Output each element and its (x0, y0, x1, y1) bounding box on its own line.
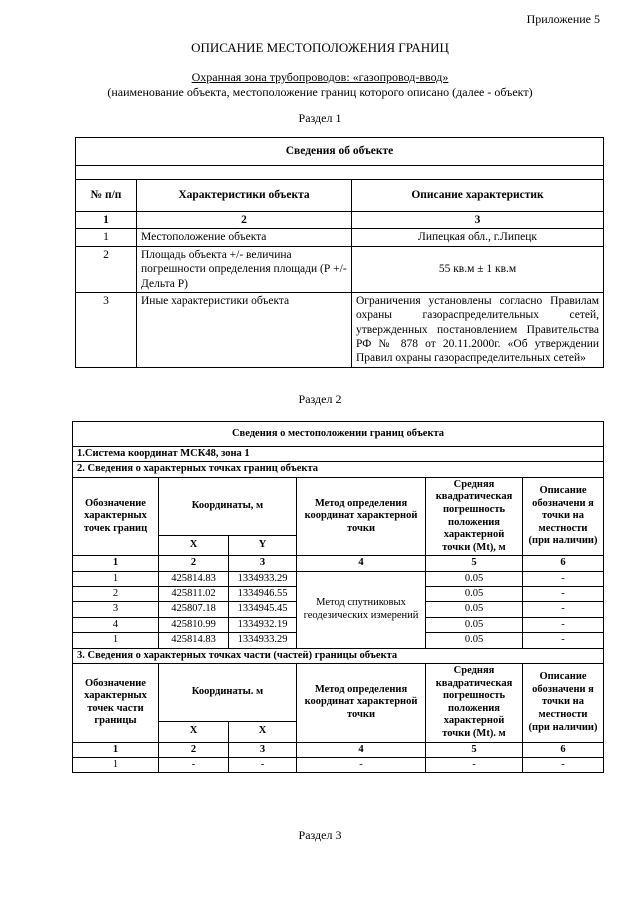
characteristic-value: 55 кв.м ± 1 кв.м (352, 246, 604, 292)
header-x: X (159, 535, 229, 556)
point-number: 4 (73, 617, 159, 632)
annex-label: Приложение 5 (526, 12, 600, 26)
part-point-error: - (426, 757, 523, 772)
section-1-label: Раздел 1 (298, 111, 342, 125)
col-number: 2 (159, 556, 229, 571)
points-section-title: 2. Сведения о характерных точках границ объекта (73, 462, 604, 477)
point-x: 425807.18 (159, 602, 229, 617)
col-number: 5 (426, 556, 523, 571)
spacer-row (76, 166, 604, 180)
coord-system: 1.Система координат МСК48, зона 1 (73, 447, 604, 462)
object-info-table (75, 137, 604, 368)
col-number: 4 (297, 742, 426, 757)
object-info-title: Сведения об объекте (76, 138, 604, 166)
point-y: 1334933.29 (229, 571, 297, 586)
boundary-info-table (72, 421, 604, 773)
row-number: 3 (76, 292, 137, 367)
characteristic-value: Ограничения установлены согласно Правилам охраны газораспределительных сетей, утвержденных постановлением Правительства РФ № 878 от 20.11.2000г. «Об утверждении Правил охраны газораспределительных сетей» (352, 292, 604, 367)
row-number: 2 (76, 246, 137, 292)
part-point-number: 1 (73, 757, 159, 772)
col-header-number: № п/п (76, 180, 137, 212)
point-y: 1334932.19 (229, 617, 297, 632)
point-y: 1334933.29 (229, 633, 297, 648)
table-row (76, 229, 604, 246)
col-number: 5 (426, 742, 523, 757)
section-2-label: Раздел 2 (298, 392, 342, 406)
header-error: Средняя квадратическая погрешность положения характерной точки (Mt), м (426, 477, 523, 556)
point-desc: - (523, 571, 604, 586)
section-3-label: Раздел 3 (298, 828, 342, 842)
col-header-characteristic: Характеристики объекта (137, 180, 352, 212)
col-number: 1 (73, 742, 159, 757)
header-part-method: Метод определения координат характерной точки (297, 663, 426, 742)
table-row (73, 571, 604, 586)
characteristic-value: Липецкая обл., г.Липецк (352, 229, 604, 246)
characteristic-name: Площадь объекта +/- величина погрешности определения площади (Р +/- Дельта Р) (137, 246, 352, 292)
point-error: 0.05 (426, 617, 523, 632)
point-x: 425810.99 (159, 617, 229, 632)
point-desc: - (523, 587, 604, 602)
point-x: 425814.83 (159, 633, 229, 648)
point-number: 3 (73, 602, 159, 617)
col-number: 1 (73, 556, 159, 571)
header-y: Y (229, 535, 297, 556)
part-point-x: - (159, 757, 229, 772)
point-number: 1 (73, 633, 159, 648)
header-part-coords: Координаты. м (159, 663, 297, 721)
table-row (76, 292, 604, 367)
point-desc: - (523, 633, 604, 648)
col-number: 3 (229, 556, 297, 571)
document-title: ОПИСАНИЕ МЕСТОПОЛОЖЕНИЯ ГРАНИЦ (191, 40, 449, 55)
part-point-desc: - (523, 757, 604, 772)
row-number: 1 (76, 229, 137, 246)
point-error: 0.05 (426, 587, 523, 602)
header-method: Метод определения координат характерной точки (297, 477, 426, 556)
characteristic-name: Местоположение объекта (137, 229, 352, 246)
col-number: 6 (523, 556, 604, 571)
col-number: 1 (76, 212, 137, 229)
object-caption: (наименование объекта, местоположение границ которого описано (далее - объект) (107, 85, 533, 99)
point-y: 1334945.45 (229, 602, 297, 617)
point-error: 0.05 (426, 571, 523, 586)
col-number: 4 (297, 556, 426, 571)
part-point-y: - (229, 757, 297, 772)
header-part-desc: Описание обозначени я точки на местности (при наличии) (523, 663, 604, 742)
header-part-error: Средняя квадратическая погрешность положения характерной точки (Mt). м (426, 663, 523, 742)
header-part-point: Обозначение характерных точек части границы (73, 663, 159, 742)
col-header-description: Описание характеристик (352, 180, 604, 212)
point-number: 1 (73, 571, 159, 586)
point-y: 1334946.55 (229, 587, 297, 602)
header-coords: Координаты, м (159, 477, 297, 535)
part-point-method: - (297, 757, 426, 772)
col-number: 6 (523, 742, 604, 757)
point-x: 425814.83 (159, 571, 229, 586)
point-desc: - (523, 602, 604, 617)
point-error: 0.05 (426, 602, 523, 617)
point-x: 425811.02 (159, 587, 229, 602)
table-row (73, 757, 604, 772)
characteristic-name: Иные характеристики объекта (137, 292, 352, 367)
header-part-x2: X (229, 721, 297, 742)
header-desc: Описание обозначени я точки на местности (при наличии) (523, 477, 604, 556)
point-method: Метод спутниковых геодезических измерений (297, 571, 426, 648)
object-name: Охранная зона трубопроводов: «газопровод-ввод» (191, 70, 449, 84)
point-number: 2 (73, 587, 159, 602)
point-error: 0.05 (426, 633, 523, 648)
col-number: 3 (229, 742, 297, 757)
col-number: 2 (159, 742, 229, 757)
table-row (76, 246, 604, 292)
point-desc: - (523, 617, 604, 632)
col-number: 2 (137, 212, 352, 229)
header-part-x: X (159, 721, 229, 742)
col-number: 3 (352, 212, 604, 229)
header-point: Обозначение характерных точек границ (73, 477, 159, 556)
boundary-info-title: Сведения о местоположении границ объекта (73, 422, 604, 447)
parts-section-title: 3. Сведения о характерных точках части (частей) границы объекта (73, 648, 604, 663)
